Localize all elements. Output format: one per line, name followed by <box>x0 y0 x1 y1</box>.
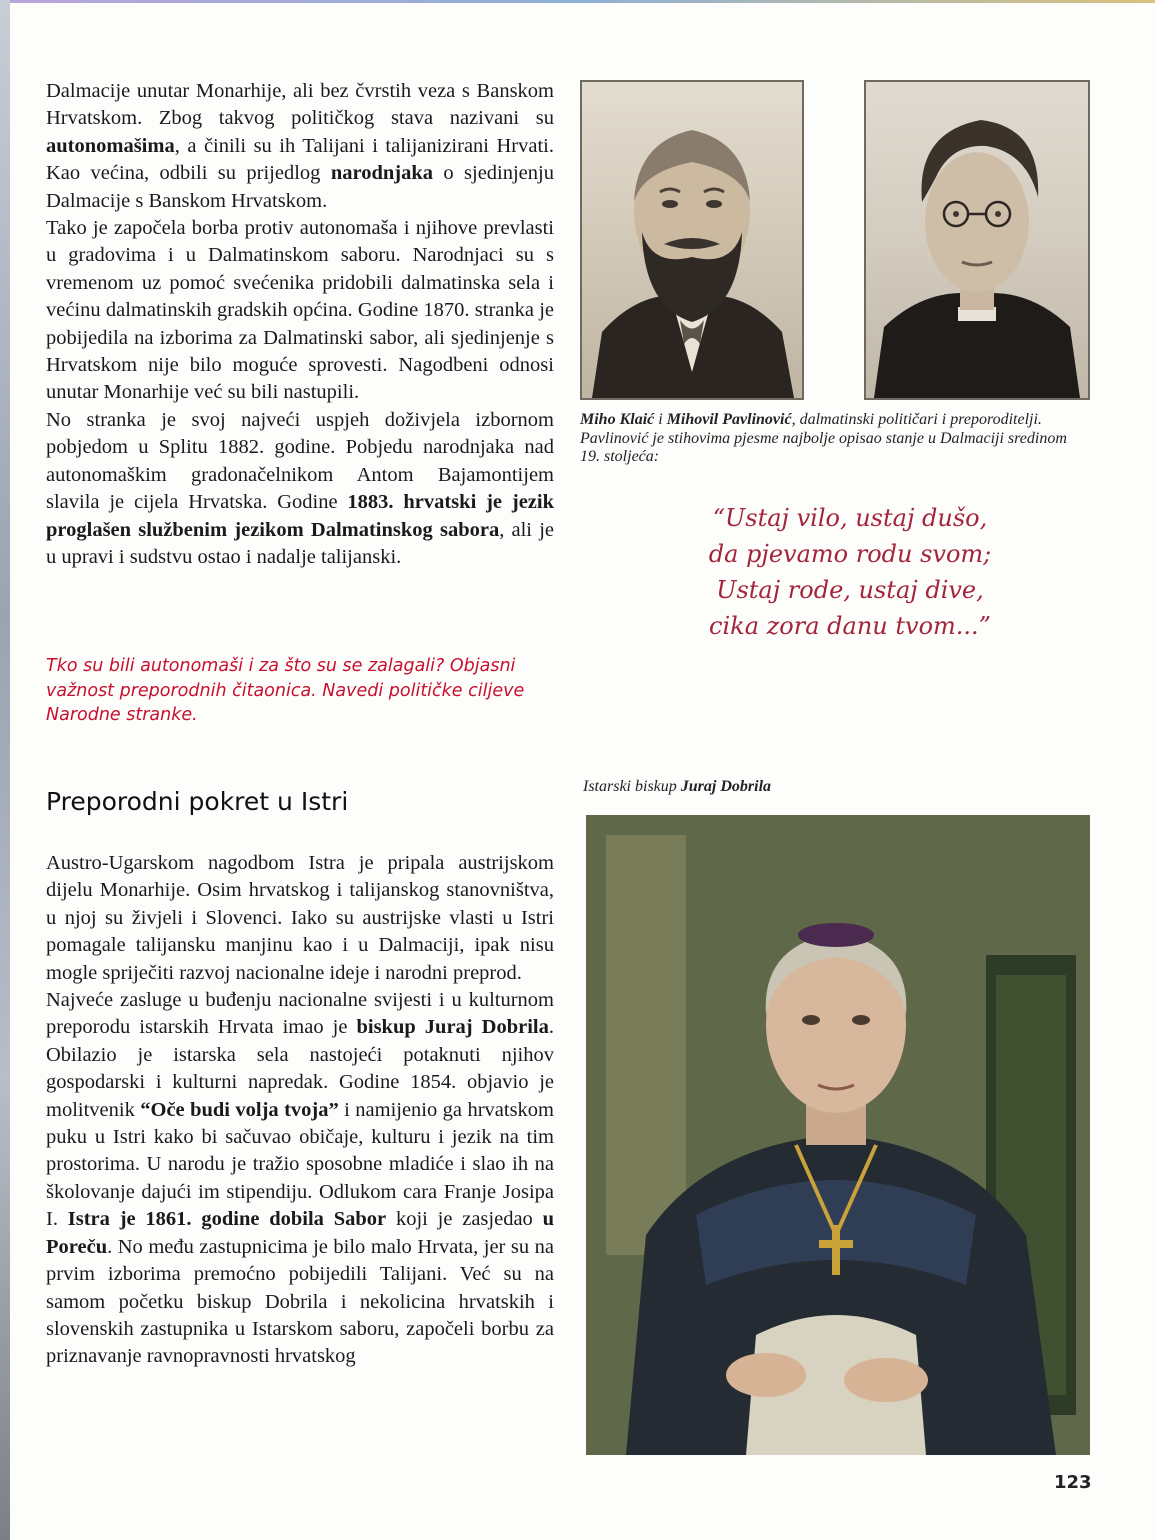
bold-text-run: Istra je 1861. godine dobila Sabor <box>67 1208 387 1231</box>
portrait-priest-glasses-icon <box>866 82 1088 398</box>
text-run: , dalmatinski političari i preporoditelji. Pavlinović je stihovima pjesme najbolje opisao stanje u Dalmaciji sredinom 19. stoljeća: <box>580 411 1067 465</box>
bold-text-run: Mihovil Pavlinović <box>666 411 792 428</box>
paragraph-borba: Tako je započela borba protiv autonomaša i njihove prevlasti u gradovima i u Dalmatinskom saboru. Narodnjaci su s vremenom uz pomoć svećenika pridobili dalmatinska sela i većinu dalmatinskih gradskih općina. Godine 1870. stranka je pobijedila na izborima za Dalmatinski sabor, ali sjedinjenje s Hrvatskom nije bilo moguće sprovesti. Nagodbeni odnosi unutar Monarhije već su bili nastupili. <box>46 217 554 404</box>
top-color-strip <box>0 0 1155 3</box>
poem-excerpt <box>660 500 1040 644</box>
text-run: . No među zastupnicima je bilo malo Hrvata, jer su na prvim izborima premoćno pobijedili Talijani. Već su na samom početku biskup Dobrila i nekolicina hrvatskih i slovenskih zastupnika u Istarskom saboru, započeli borbu za priznavanje ravnopravnosti hrvatskog <box>46 1235 554 1368</box>
caption-dobrila <box>583 778 771 796</box>
text-run: koji je zasjedao <box>386 1208 543 1231</box>
paragraph-split <box>46 407 554 571</box>
poem-line: “Ustaj vilo, ustaj dušo, <box>712 504 988 532</box>
paragraph-autonomasi <box>46 78 554 215</box>
poem-line: da pjevamo rodu svom; <box>708 540 992 568</box>
book-spine-edge <box>0 0 10 1540</box>
section-heading: Preporodni pokret u Istri <box>46 787 349 816</box>
portrait-mihovil-pavlinovic <box>864 80 1090 400</box>
paragraph-istra: Austro-Ugarskom nagodbom Istra je pripala austrijskom dijelu Monarhije. Osim hrvatskog i talijanskog stanovništva, u njoj su živjeli i Slovenci. Iako su austrijske vlasti u Istri pomagale talijansku manjinu kao i u Dalmaciji, ipak nisu mogle spriječiti razvoj nacionalne ideje i narodni preprod. <box>46 852 554 984</box>
bold-text-run: 1883. hrvatski je jezik proglašen službenim jezikom Dalmatinskog sabora <box>46 491 554 541</box>
portrait-man-beard-icon <box>582 82 802 398</box>
bold-text-run: u Poreču <box>46 1208 555 1258</box>
paragraph-dobrila <box>46 987 554 1371</box>
text-block-dalmatia <box>46 78 554 571</box>
review-questions: Tko su bili autonomaši i za što su se zalagali? Objasni važnost preporodnih čitaonica. Navedi političke ciljeve Narodne stranke. <box>46 656 525 725</box>
text-run: , ali je u upravi i sudstvu ostao i nadalje talijanski. <box>46 518 554 568</box>
bold-text-run: autonomašima <box>46 134 175 157</box>
painting-juraj-dobrila <box>586 815 1090 1455</box>
bold-text-run: biskup Juraj Dobrila <box>356 1016 549 1039</box>
caption-klaic-pavlinovic <box>580 411 1090 467</box>
page-number: 123 <box>1054 1472 1092 1493</box>
bold-text-run: Miho Klaić <box>580 411 655 428</box>
text-run: Najveće zasluge u buđenju nacionalne svijesti i u kulturnom preporodu istarskih Hrvata imao je <box>46 989 554 1039</box>
portrait-miho-klaic <box>580 80 804 400</box>
text-run: i <box>654 411 667 428</box>
portrait-bishop-icon <box>586 815 1090 1455</box>
text-run: o sjedinjenju Dalmacije s Banskom Hrvatskom. <box>46 162 554 212</box>
text-run: i namijenio ga hrvatskom puku u Istri kako bi sačuvao običaje, kulturu i jezik na tim prostorima. U narodu je tražio sposobne mladiće i slao ih na školovanje dajući im stipendiju. Odlukom cara Franje Josipa I. <box>46 1098 554 1231</box>
bold-text-run: “Oče budi volja tvoja” <box>140 1098 339 1121</box>
text-run: Dalmacije unutar Monarhije, ali bez čvrstih veza s Banskom Hrvatskom. Zbog takvog političkog stava nazivani su <box>46 80 554 130</box>
text-run: , a činili su ih Talijani i talijanizirani Hrvati. Kao većina, odbili su prijedlog <box>46 134 554 185</box>
bold-text-run: narodnjaka <box>330 162 433 185</box>
poem-line: cika zora danu tvom...” <box>709 612 991 640</box>
text-run: . Obilazio je istarska sela nastojeći potaknuti njihov gospodarski i kulturni napredak. Godine 1854. objavio je molitvenik <box>46 1016 554 1121</box>
text-run: Istarski biskup <box>583 778 681 795</box>
text-block-istria <box>46 850 554 1371</box>
text-run: No stranka je svoj najveći uspjeh doživjela izbornom pobjedom u Splitu 1882. godine. Pobjedu narodnjaka nad autonomaškim gradonačelnikom Antom Bajamontijem slavila je cijela Hrvatska. Godine <box>46 408 554 514</box>
poem-line: Ustaj rode, ustaj dive, <box>716 576 984 604</box>
bold-text-run: Juraj Dobrila <box>680 778 772 795</box>
